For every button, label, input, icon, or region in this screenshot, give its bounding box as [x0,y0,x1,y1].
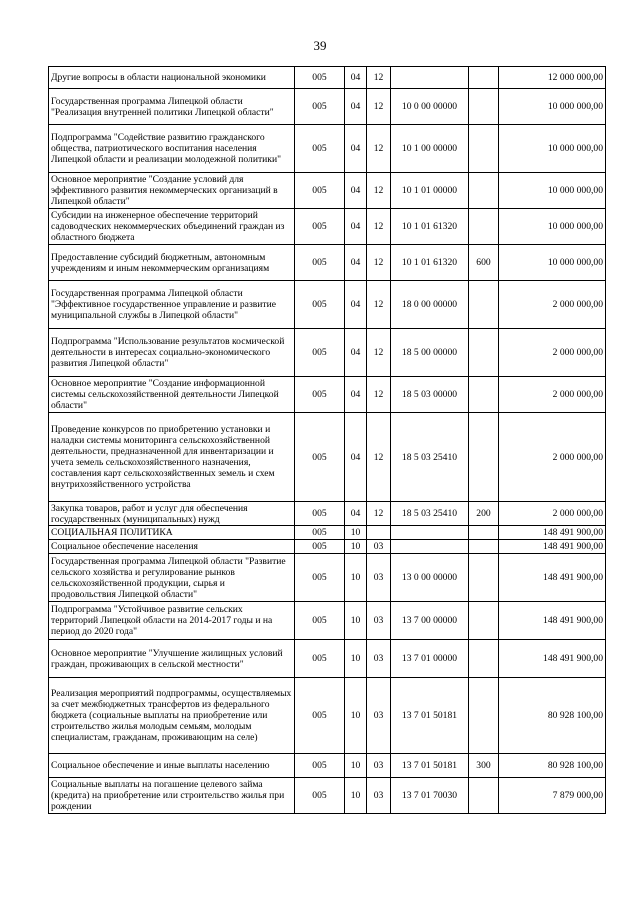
table-row [49,413,606,502]
target-article-cell [391,67,469,89]
table-row [49,89,606,125]
row-name-cell: Социальные выплаты на погашение целевого займа (кредита) на приобретение или строительство жилья при рождении [49,778,295,814]
subsection-code-cell: 03 [367,754,391,778]
target-article-cell: 18 5 03 25410 [391,502,469,526]
target-article-cell [391,526,469,540]
section-code-cell: 10 [345,554,367,602]
row-name-cell: СОЦИАЛЬНАЯ ПОЛИТИКА [49,526,295,540]
expense-type-cell [469,377,499,413]
target-article-cell: 13 7 01 00000 [391,640,469,678]
expense-type-cell [469,540,499,554]
row-name-cell: Другие вопросы в области национальной экономики [49,67,295,89]
ministry-code-cell: 005 [295,554,345,602]
table-row [49,329,606,377]
target-article-cell: 18 5 00 00000 [391,329,469,377]
section-code-cell: 10 [345,778,367,814]
section-code-cell: 04 [345,209,367,245]
expense-type-cell [469,67,499,89]
budget-table [48,66,606,814]
subsection-code-cell: 03 [367,554,391,602]
expense-type-cell [469,413,499,502]
amount-cell: 10 000 000,00 [499,89,606,125]
ministry-code-cell: 005 [295,173,345,209]
amount-cell: 2 000 000,00 [499,413,606,502]
ministry-code-cell: 005 [295,281,345,329]
row-name-cell: Государственная программа Липецкой области "Реализация внутренней политики Липецкой области" [49,89,295,125]
table-row [49,377,606,413]
table-row [49,125,606,173]
amount-cell: 2 000 000,00 [499,377,606,413]
table-row [49,209,606,245]
ministry-code-cell: 005 [295,209,345,245]
row-name-cell: Социальное обеспечение населения [49,540,295,554]
table-row [49,602,606,640]
table-row [49,526,606,540]
target-article-cell: 18 0 00 00000 [391,281,469,329]
subsection-code-cell: 12 [367,329,391,377]
ministry-code-cell: 005 [295,89,345,125]
target-article-cell: 13 7 01 70030 [391,778,469,814]
amount-cell: 148 491 900,00 [499,640,606,678]
ministry-code-cell: 005 [295,245,345,281]
expense-type-cell [469,678,499,754]
ministry-code-cell: 005 [295,526,345,540]
subsection-code-cell: 03 [367,602,391,640]
target-article-cell: 13 7 01 50181 [391,678,469,754]
table-row [49,67,606,89]
section-code-cell: 04 [345,89,367,125]
ministry-code-cell: 005 [295,329,345,377]
amount-cell: 10 000 000,00 [499,173,606,209]
subsection-code-cell: 12 [367,413,391,502]
row-name-cell: Государственная программа Липецкой области "Эффективное государственное управление и развитие муниципальной службы в Липецкой области" [49,281,295,329]
expense-type-cell [469,602,499,640]
subsection-code-cell: 12 [367,502,391,526]
ministry-code-cell: 005 [295,67,345,89]
row-name-cell: Закупка товаров, работ и услуг для обеспечения государственных (муниципальных) нужд [49,502,295,526]
ministry-code-cell: 005 [295,778,345,814]
amount-cell: 148 491 900,00 [499,526,606,540]
table-row [49,778,606,814]
section-code-cell: 04 [345,67,367,89]
row-name-cell: Основное мероприятие "Улучшение жилищных условий граждан, проживающих в сельской местности" [49,640,295,678]
subsection-code-cell: 03 [367,640,391,678]
row-name-cell: Предоставление субсидий бюджетным, автономным учреждениям и иным некоммерческим организациям [49,245,295,281]
expense-type-cell [469,778,499,814]
target-article-cell: 10 1 01 00000 [391,173,469,209]
expense-type-cell [469,526,499,540]
target-article-cell: 13 0 00 00000 [391,554,469,602]
subsection-code-cell: 12 [367,67,391,89]
expense-type-cell: 600 [469,245,499,281]
ministry-code-cell: 005 [295,377,345,413]
ministry-code-cell: 005 [295,125,345,173]
ministry-code-cell: 005 [295,602,345,640]
table-row [49,281,606,329]
subsection-code-cell: 12 [367,125,391,173]
table-row [49,754,606,778]
row-name-cell: Подпрограмма "Содействие развитию гражданского общества, патриотического воспитания населения Липецкой области и реализации молодежной политики" [49,125,295,173]
amount-cell: 148 491 900,00 [499,554,606,602]
target-article-cell: 13 7 00 00000 [391,602,469,640]
section-code-cell: 04 [345,245,367,281]
subsection-code-cell: 12 [367,89,391,125]
section-code-cell: 04 [345,281,367,329]
target-article-cell: 18 5 03 25410 [391,413,469,502]
section-code-cell: 10 [345,602,367,640]
section-code-cell: 04 [345,173,367,209]
row-name-cell: Социальное обеспечение и иные выплаты населению [49,754,295,778]
amount-cell: 2 000 000,00 [499,502,606,526]
target-article-cell: 10 1 01 61320 [391,245,469,281]
amount-cell: 7 879 000,00 [499,778,606,814]
target-article-cell: 10 1 00 00000 [391,125,469,173]
row-name-cell: Основное мероприятие "Создание информационной системы сельскохозяйственной деятельности Липецкой области" [49,377,295,413]
amount-cell: 2 000 000,00 [499,329,606,377]
subsection-code-cell: 12 [367,245,391,281]
expense-type-cell [469,329,499,377]
row-name-cell: Подпрограмма "Использование результатов космической деятельности в интересах социально-экономического развития Липецкой области" [49,329,295,377]
target-article-cell: 10 0 00 00000 [391,89,469,125]
expense-type-cell [469,173,499,209]
subsection-code-cell: 12 [367,281,391,329]
ministry-code-cell: 005 [295,640,345,678]
expense-type-cell [469,125,499,173]
table-row [49,678,606,754]
table-row [49,640,606,678]
ministry-code-cell: 005 [295,502,345,526]
section-code-cell: 04 [345,502,367,526]
expense-type-cell [469,89,499,125]
expense-type-cell: 300 [469,754,499,778]
row-name-cell: Субсидии на инженерное обеспечение территорий садоводческих некоммерческих объединений граждан из областного бюджета [49,209,295,245]
amount-cell: 10 000 000,00 [499,245,606,281]
section-code-cell: 10 [345,640,367,678]
amount-cell: 148 491 900,00 [499,540,606,554]
table-row [49,554,606,602]
table-row [49,502,606,526]
amount-cell: 2 000 000,00 [499,281,606,329]
subsection-code-cell: 03 [367,678,391,754]
table-body [49,67,606,814]
amount-cell: 10 000 000,00 [499,125,606,173]
expense-type-cell: 200 [469,502,499,526]
table-row [49,245,606,281]
row-name-cell: Реализация мероприятий подпрограммы, осуществляемых за счет межбюджетных трансфертов из федерального бюджета (социальные выплаты на приобретение или строительство жилья молодым семьям, молодым специалистам, гражданам, проживающим на селе) [49,678,295,754]
amount-cell: 148 491 900,00 [499,602,606,640]
row-name-cell: Государственная программа Липецкой области "Развитие сельского хозяйства и регулирование рынков сельскохозяйственной продукции, сырья и продовольствия Липецкой области" [49,554,295,602]
subsection-code-cell: 12 [367,173,391,209]
ministry-code-cell: 005 [295,678,345,754]
subsection-code-cell: 03 [367,778,391,814]
subsection-code-cell [367,526,391,540]
expense-type-cell [469,281,499,329]
section-code-cell: 10 [345,678,367,754]
ministry-code-cell: 005 [295,754,345,778]
page-number: 39 [313,38,327,53]
section-code-cell: 04 [345,125,367,173]
section-code-cell: 04 [345,413,367,502]
expense-type-cell [469,554,499,602]
subsection-code-cell: 03 [367,540,391,554]
expense-type-cell [469,640,499,678]
section-code-cell: 10 [345,754,367,778]
target-article-cell: 13 7 01 50181 [391,754,469,778]
amount-cell: 12 000 000,00 [499,67,606,89]
ministry-code-cell: 005 [295,413,345,502]
expense-type-cell [469,209,499,245]
amount-cell: 10 000 000,00 [499,209,606,245]
row-name-cell: Проведение конкурсов по приобретению установки и наладки системы мониторинга сельскохозяйственной деятельности, предназначенной для инвентаризации и учета земель сельскохозяйственного назначения, составления карт сельскохозяйственных земель и схем внутрихозяйственного устройства [49,413,295,502]
ministry-code-cell: 005 [295,540,345,554]
table-row [49,173,606,209]
target-article-cell: 18 5 03 00000 [391,377,469,413]
row-name-cell: Подпрограмма "Устойчивое развитие сельских территорий Липецкой области на 2014-2017 годы и на период до 2020 года" [49,602,295,640]
section-code-cell: 04 [345,377,367,413]
subsection-code-cell: 12 [367,377,391,413]
amount-cell: 80 928 100,00 [499,678,606,754]
section-code-cell: 10 [345,540,367,554]
subsection-code-cell: 12 [367,209,391,245]
target-article-cell: 10 1 01 61320 [391,209,469,245]
section-code-cell: 04 [345,329,367,377]
amount-cell: 80 928 100,00 [499,754,606,778]
row-name-cell: Основное мероприятие "Создание условий для эффективного развития некоммерческих организаций в Липецкой области" [49,173,295,209]
target-article-cell [391,540,469,554]
section-code-cell: 10 [345,526,367,540]
table-row [49,540,606,554]
